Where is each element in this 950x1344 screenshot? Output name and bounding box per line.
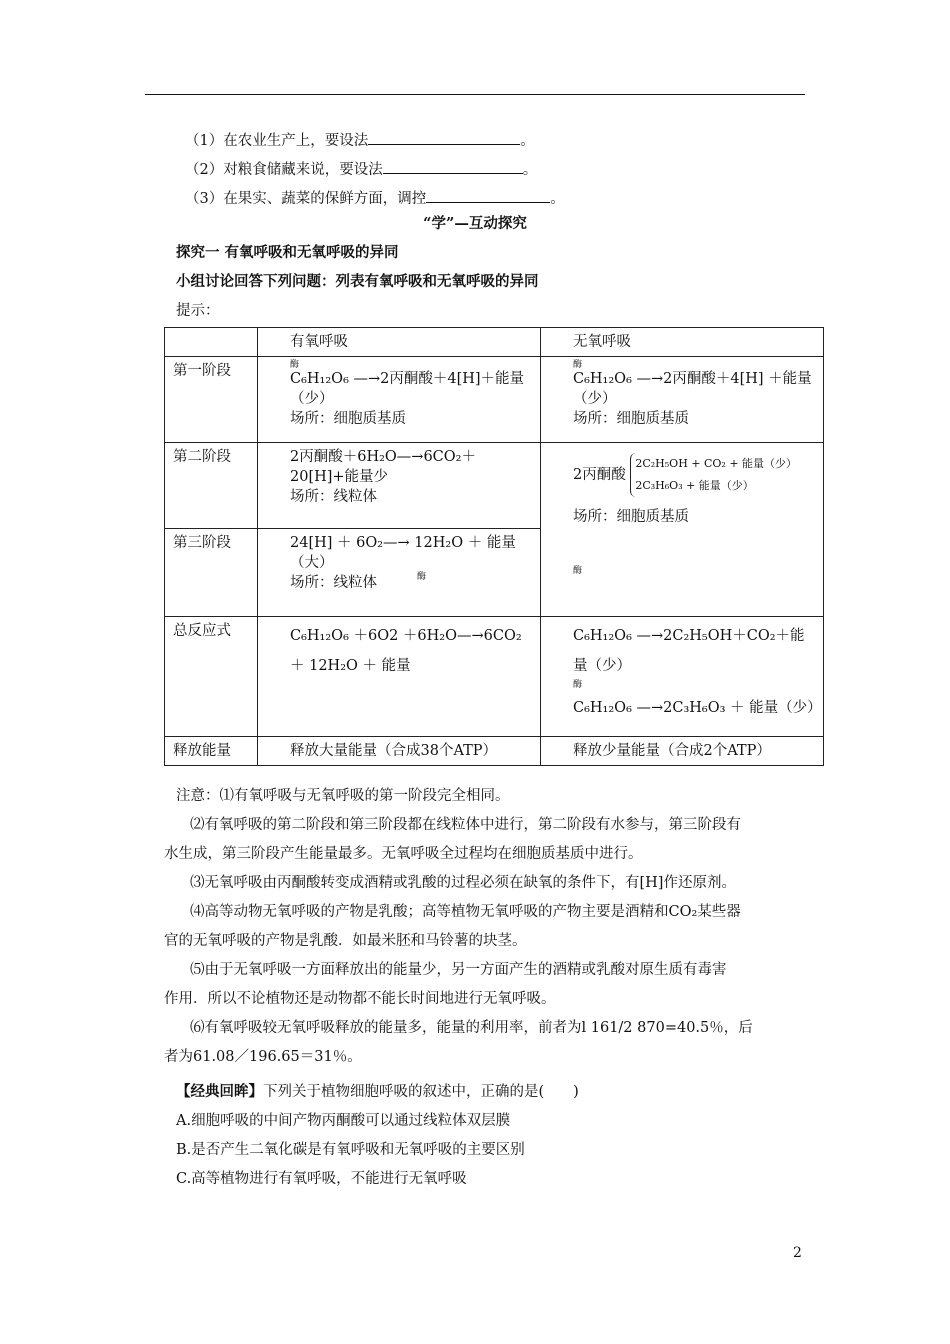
section-title: “学”—互动探究 bbox=[423, 215, 527, 232]
note-line-6: ⑸由于无氧呼吸一方面释放出的能量少，另一方面产生的酒精或乳酸对原生质有毒害 bbox=[190, 962, 727, 978]
enzyme-label: 酶 bbox=[573, 680, 583, 690]
overall-anaerobic: C₆H₁₂O₆ —→2C₂H₅OH＋CO₂＋能量（少） $^酶$ C₆H₁₂O₆ —→2C₃H₆O₃ ＋ 能量（少） bbox=[541, 617, 824, 737]
table-header-row bbox=[165, 328, 824, 357]
table-row-stage1 bbox=[165, 357, 824, 443]
stage2-3-anaerobic: 2丙酮酸 2C₂H₅OH + CO₂ + 能量（少） 2C₃H₆O₃ + 能量（少） 场所：细胞质基质 $^酶$ bbox=[541, 443, 824, 617]
option-b: B.是否产生二氧化碳是有氧呼吸和无氧呼吸的主要区别 bbox=[176, 1142, 525, 1158]
note-line-7: 作用．所以不论植物还是动物都不能长时间地进行无氧呼吸。 bbox=[164, 991, 556, 1007]
hint-label: 提示： bbox=[176, 303, 220, 319]
option-c: C.高等植物进行有氧呼吸，不能进行无氧呼吸 bbox=[176, 1171, 467, 1187]
note-line-4: ⑷高等动物无氧呼吸的产物是乳酸；高等植物无氧呼吸的产物主要是酒精和CO₂某些器 bbox=[190, 904, 741, 920]
note-line-2: 水生成，第三阶段产生能量最多。无氧呼吸全过程均在细胞质基质中进行。 bbox=[164, 846, 643, 862]
table-row-overall bbox=[165, 617, 824, 737]
enzyme-label: 酶 bbox=[573, 360, 583, 370]
table-row-energy bbox=[165, 737, 824, 766]
header-rule bbox=[145, 94, 805, 95]
option-a: A.细胞呼吸的中间产物丙酮酸可以通过线粒体双层膜 bbox=[176, 1113, 511, 1129]
note-line-1: ⑵有氧呼吸的第二阶段和第三阶段都在线粒体中进行，第二阶段有水参与，第三阶段有 bbox=[190, 817, 741, 833]
note-line-0: 注意：⑴有氧呼吸与无氧呼吸的第一阶段完全相同。 bbox=[176, 788, 510, 804]
energy-anaerobic: 释放少量能量（合成2个ATP） bbox=[541, 737, 824, 766]
intro-line-3: （3）在果实、蔬菜的保鲜方面，调控 。 bbox=[185, 188, 565, 209]
answer-blank-3[interactable] bbox=[426, 188, 550, 203]
stage3-label: 第三阶段 bbox=[165, 529, 258, 617]
review-tag: 【经典回眸】 bbox=[176, 1083, 263, 1100]
stage2-label: 第二阶段 bbox=[165, 443, 258, 529]
note-line-9: 者为61.08／196.65＝31％。 bbox=[164, 1049, 362, 1065]
note-line-5: 官的无氧呼吸的产物是乳酸．如最米胚和马铃薯的块茎。 bbox=[164, 933, 527, 949]
table-row-stage2 bbox=[165, 443, 824, 529]
intro-line-1: （1）在农业生产上，要设法 。 bbox=[185, 130, 535, 151]
energy-label: 释放能量 bbox=[165, 737, 258, 766]
overall-aerobic: C₆H₁₂O₆ ＋6O2 ＋6H₂O—→6CO₂ ＋ 12H₂O ＋ 能量 bbox=[258, 617, 541, 737]
energy-aerobic: 释放大量能量（合成38个ATP） bbox=[258, 737, 541, 766]
review-question: 【经典回眸】下列关于植物细胞呼吸的叙述中，正确的是( ) bbox=[176, 1083, 579, 1100]
comparison-table bbox=[164, 327, 824, 766]
header-aerobic: 有氧呼吸 bbox=[258, 328, 541, 357]
answer-blank-1[interactable] bbox=[368, 130, 520, 145]
note-line-8: ⑹有氧呼吸较无氧呼吸释放的能量多，能量的利用率，前者为l 161/2 870=40.5％，后 bbox=[190, 1020, 753, 1036]
enzyme-label: 酶 bbox=[290, 360, 300, 370]
enzyme-label: 酶 bbox=[573, 566, 583, 576]
header-anaerobic: 无氧呼吸 bbox=[541, 328, 824, 357]
stage1-anaerobic: $^酶$ C₆H₁₂O₆ —→2丙酮酸＋4[H] ＋能量（少） 场所：细胞质基质 bbox=[541, 357, 824, 443]
header-empty-cell bbox=[165, 328, 258, 357]
overall-label: 总反应式 bbox=[165, 617, 258, 737]
stage1-label: 第一阶段 bbox=[165, 357, 258, 443]
answer-blank-2[interactable] bbox=[383, 159, 523, 174]
stage1-aerobic: $^酶$ C₆H₁₂O₆ —→2丙酮酸＋4[H]＋能量（少） 场所：细胞质基质 bbox=[258, 357, 541, 443]
stage2-aerobic: 2丙酮酸＋6H₂O—→6CO₂＋20[H]+能量少 场所：线粒体 bbox=[258, 443, 541, 529]
branch-bracket: 2C₂H₅OH + CO₂ + 能量（少） 2C₃H₆O₃ + 能量（少） bbox=[630, 453, 797, 497]
discuss-title: 小组讨论回答下列问题：列表有氧呼吸和无氧呼吸的异同 bbox=[176, 273, 539, 290]
note-line-3: ⑶无氧呼吸由丙酮酸转变成酒精或乳酸的过程必须在缺氧的条件下，有[H]作还原剂。 bbox=[190, 875, 736, 891]
intro-line-2: （2）对粮食储藏来说，要设法 。 bbox=[185, 159, 537, 180]
stage3-aerobic: 24[H] ＋ 6O₂—→ 12H₂O ＋ 能量（大） 场所：线粒体 $^酶$ bbox=[258, 529, 541, 617]
explore-title: 探究一 有氧呼吸和无氧呼吸的异同 bbox=[176, 244, 399, 261]
enzyme-label: 酶 bbox=[417, 572, 427, 582]
page-number: 2 bbox=[793, 1245, 802, 1261]
